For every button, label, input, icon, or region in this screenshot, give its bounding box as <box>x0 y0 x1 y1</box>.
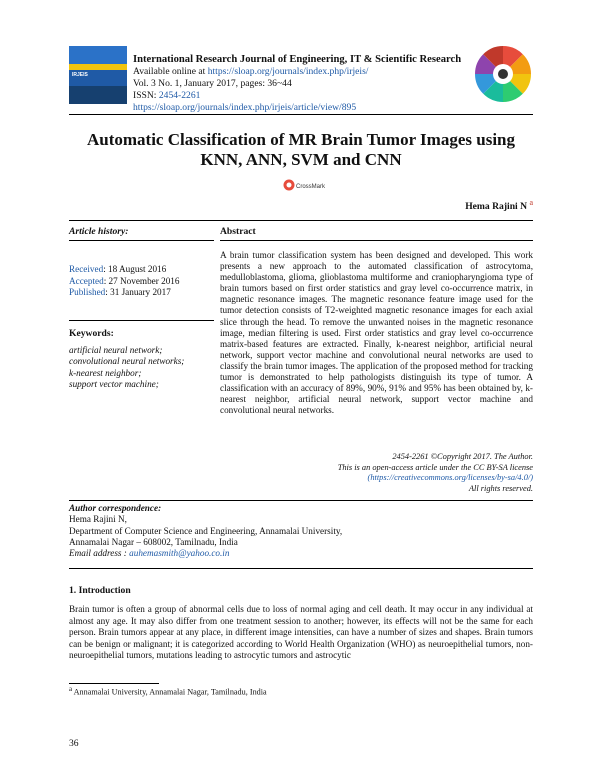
crossmark-icon[interactable] <box>283 178 326 192</box>
author-correspondence <box>69 503 533 559</box>
info-top-rule <box>69 220 533 221</box>
author-line <box>300 198 533 212</box>
article-url-link[interactable]: https://sloap.org/journals/index.php/irjeis/article/view/895 <box>133 102 357 113</box>
history-rule <box>69 240 214 241</box>
introduction-heading: 1. Introduction <box>69 585 131 596</box>
keyword-item: k-nearest neighbor; <box>69 367 142 378</box>
journal-url-link[interactable]: https://sloap.org/journals/index.php/irjeis/ <box>207 66 369 77</box>
received-line <box>69 264 219 276</box>
crossmark-label: CrossMark <box>296 184 326 190</box>
correspondence-department: Department of Computer Science and Engineering, Annamalai University, <box>69 525 343 536</box>
volume-info: Vol. 3 No. 1, January 2017, pages: 36~44 <box>133 78 292 89</box>
correspondence-name: Hema Rajini N, <box>69 514 127 525</box>
journal-logo-wheel-icon <box>473 44 533 104</box>
correspondence-heading: Author correspondence: <box>69 503 162 513</box>
email-label: Email address : <box>69 548 130 559</box>
published-date: : 31 January 2017 <box>105 287 171 298</box>
abstract-rule <box>220 240 533 241</box>
license-block <box>260 452 533 494</box>
received-date: : 18 August 2016 <box>103 264 167 274</box>
copyright-line: 2454-2261 ©Copyright 2017. The Author. <box>392 452 533 461</box>
footnote-mark: a <box>69 686 73 693</box>
abstract-heading: Abstract <box>220 226 256 237</box>
email-link[interactable]: auhemasmith@yahoo.co.in <box>129 548 230 559</box>
journal-header <box>133 54 473 114</box>
license-url-link[interactable]: (https://creativecommons.org/licenses/by-sa/4.0/) <box>367 473 533 483</box>
author-name: Hema Rajini N <box>465 201 528 213</box>
author-affiliation-mark: a <box>529 198 533 207</box>
footnote-text: Annamalai University, Annamalai Nagar, Tamilnadu, India <box>72 687 267 697</box>
keywords-top-rule <box>69 320 214 321</box>
page-number: 36 <box>69 738 79 749</box>
rights-line: All rights reserved. <box>468 483 533 493</box>
keyword-item: convolutional neural networks; <box>69 356 185 367</box>
published-line <box>69 287 219 299</box>
keyword-item: support vector machine; <box>69 379 159 390</box>
received-label: Received <box>69 264 104 274</box>
issn-label: ISSN: <box>133 90 159 101</box>
keywords-heading: Keywords: <box>69 328 114 339</box>
available-online-line <box>133 66 473 78</box>
available-prefix: Available online at <box>133 66 208 77</box>
header-divider <box>69 114 533 115</box>
paper-title: Automatic Classification of MR Brain Tumor Images using KNN, ANN, SVM and CNN <box>86 130 515 169</box>
cover-text: IRJEIS <box>72 72 88 78</box>
correspondence-bottom-rule <box>69 568 533 569</box>
correspondence-address: Annamalai Nagar – 608002, Tamilnadu, India <box>69 536 238 547</box>
issn-link[interactable]: 2454-2261 <box>158 90 201 101</box>
accepted-line <box>69 276 219 288</box>
accepted-label: Accepted <box>69 275 104 286</box>
keywords-list <box>69 345 219 391</box>
keyword-item: artificial neural network; <box>69 345 163 355</box>
correspondence-top-rule <box>69 500 533 501</box>
accepted-date: : 27 November 2016 <box>103 275 180 286</box>
license-line: This is an open-access article under the CC BY-SA license <box>337 462 533 472</box>
footnote-rule <box>69 683 159 684</box>
article-history-heading: Article history: <box>69 226 129 237</box>
journal-cover-image <box>69 46 127 104</box>
footnote <box>69 686 533 697</box>
published-label: Published <box>69 287 106 298</box>
introduction-body: Brain tumor is often a group of abnormal cells due to loss of normal aging and cell death. It may occur in any individual at almost any age. It may also differ from one treatment session to another; however, its effects will not be the same for each person. Brain tumors appear at any place, in different image intensities, can have a number of sizes and shapes. Brain tumors can be benign or malignant; it is categorized according to World Health Organization (WHO) as neuroepithelial tumors, non-neuroepithelial tumors, mutations leading to astrocytic tumors and astrocytic <box>69 604 533 661</box>
email-line <box>69 548 533 559</box>
abstract-body: A brain tumor classification system has been designed and developed. This work presents a new approach to the automated classification of astrocytoma, medulloblastoma, glioma, glioblastoma multiforme and craniopharyngioma type of brain tumors based on first order statistics and gray level co-occurrence matrix, in magnetic resonance images. The magnetic resonance feature image used for the tumor detection consists of T2-weighted magnetic resonance images for each axial slice through the head. To remove the unwanted noises in the magnetic resonance image, median filtering is used. First order statistics and gray level co-occurrence matrix-based features are extracted. Finally, k-nearest neighbor, artificial neural network, support vector machine and convolutional neural networks are used to classify the brain tumor images. The application of the proposed method for tracking tumor is demonstrated to help pathologists distinguish its type of tumor. A classification with an accuracy of 89%, 90%, 91% and 95% has been obtained by, k-nearest neighbor, artificial neural network, support vector machine and convolutional neural networks. <box>220 250 533 416</box>
issn-line <box>133 90 473 102</box>
article-history <box>69 264 219 299</box>
journal-name: International Research Journal of Engineering, IT & Scientific Research <box>133 54 462 65</box>
